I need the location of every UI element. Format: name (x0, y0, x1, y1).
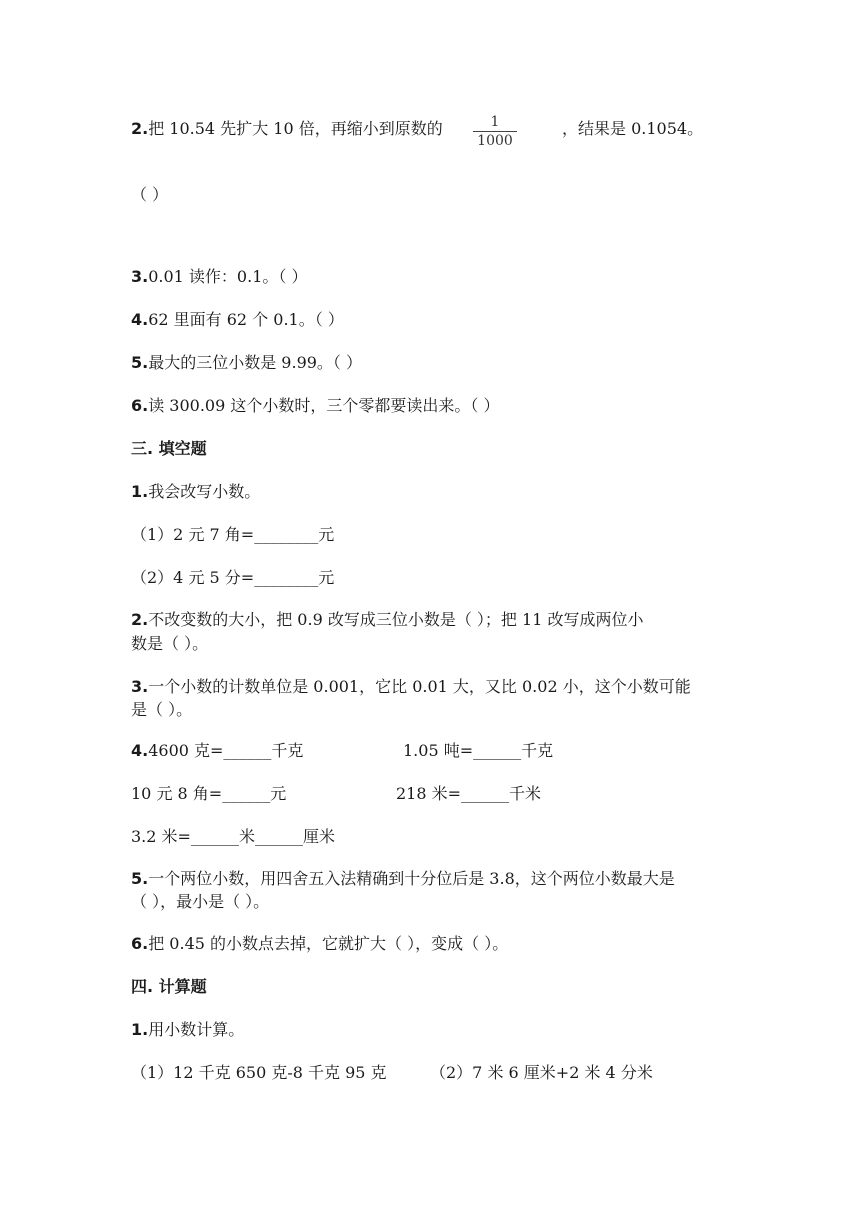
q-text: 我会改写小数。 (148, 482, 261, 501)
q-text: 把 10.54 先扩大 10 倍，再缩小到原数的 (148, 119, 443, 138)
q-number: 5. (131, 353, 149, 372)
q-text: 用小数计算。 (148, 1020, 245, 1039)
q-text: 一个两位小数，用四舍五入法精确到十分位后是 3.8，这个两位小数最大是 (148, 869, 675, 888)
fill-q2-line2: 数是（ ）。 (131, 634, 209, 653)
fraction-denominator: 1000 (477, 133, 513, 149)
q-text: 把 0.45 的小数点去掉，它就扩大（ ），变成（ ）。 (148, 934, 509, 953)
q-number: 4. (131, 741, 149, 760)
judge-q4 (131, 309, 344, 331)
fill-q6 (131, 933, 508, 955)
fill-q5-line1 (131, 868, 675, 890)
judge-q2 (131, 118, 443, 140)
fill-q1-sub2: （2）4 元 5 分=________元 (131, 568, 335, 587)
section-title: 四. 计算题 (131, 977, 207, 996)
fill-q5-line2: （ ），最小是（ ）。 (131, 892, 270, 911)
q-text: 62 里面有 62 个 0.1。（ ） (148, 310, 344, 329)
calc-q1-sub1: （1）12 千克 650 克-8 千克 95 克 (131, 1063, 387, 1082)
section-title: 三. 填空题 (131, 439, 207, 458)
fill-q4-d: 218 米=______千米 (396, 784, 542, 803)
calc-q1-sub2: （2）7 米 6 厘米+2 米 4 分米 (430, 1063, 653, 1082)
fill-q3-line1 (131, 676, 691, 698)
judge-q5 (131, 352, 362, 374)
q-text: 4600 克=______千克 (148, 741, 304, 760)
fill-q4-a (131, 740, 303, 762)
q-text: 读 300.09 这个小数时，三个零都要读出来。（ ） (148, 396, 500, 415)
q-text: 0.01 读作：0.1。（ ） (148, 267, 308, 286)
fraction-bar (473, 131, 517, 132)
fill-q1 (131, 481, 260, 503)
q-text: 不改变数的大小，把 0.9 改写成三位小数是（ ）；把 11 改写成两位小 (148, 610, 644, 629)
q-number: 6. (131, 396, 149, 415)
q-number: 2. (131, 610, 149, 629)
q-number: 4. (131, 310, 149, 329)
fill-q1-sub1: （1）2 元 7 角=________元 (131, 525, 335, 544)
calc-q1 (131, 1019, 244, 1041)
fraction-numerator: 1 (490, 114, 500, 130)
answer-paren: （ ） (131, 185, 169, 204)
q-number: 1. (131, 482, 149, 501)
q-number: 1. (131, 1020, 149, 1039)
fill-q3-line2: 是（ ）。 (131, 700, 193, 719)
fill-q4-b: 1.05 吨=______千克 (403, 741, 554, 760)
fraction (473, 114, 517, 149)
q-text: 一个小数的计数单位是 0.001，它比 0.01 大，又比 0.02 小，这个小数可能 (148, 677, 691, 696)
q-number: 3. (131, 267, 149, 286)
q-number: 6. (131, 934, 149, 953)
fill-q4-c: 10 元 8 角=______元 (131, 784, 287, 803)
q-number: 2. (131, 119, 149, 138)
judge-q3 (131, 266, 307, 288)
judge-q2-tail: ，结果是 0.1054。 (562, 119, 704, 138)
q-number: 3. (131, 677, 149, 696)
q-number: 5. (131, 869, 149, 888)
judge-q6 (131, 395, 499, 417)
fill-q4-e: 3.2 米=______米______厘米 (131, 827, 335, 846)
q-text: 最大的三位小数是 9.99。（ ） (148, 353, 363, 372)
fill-q2-line1 (131, 609, 643, 631)
